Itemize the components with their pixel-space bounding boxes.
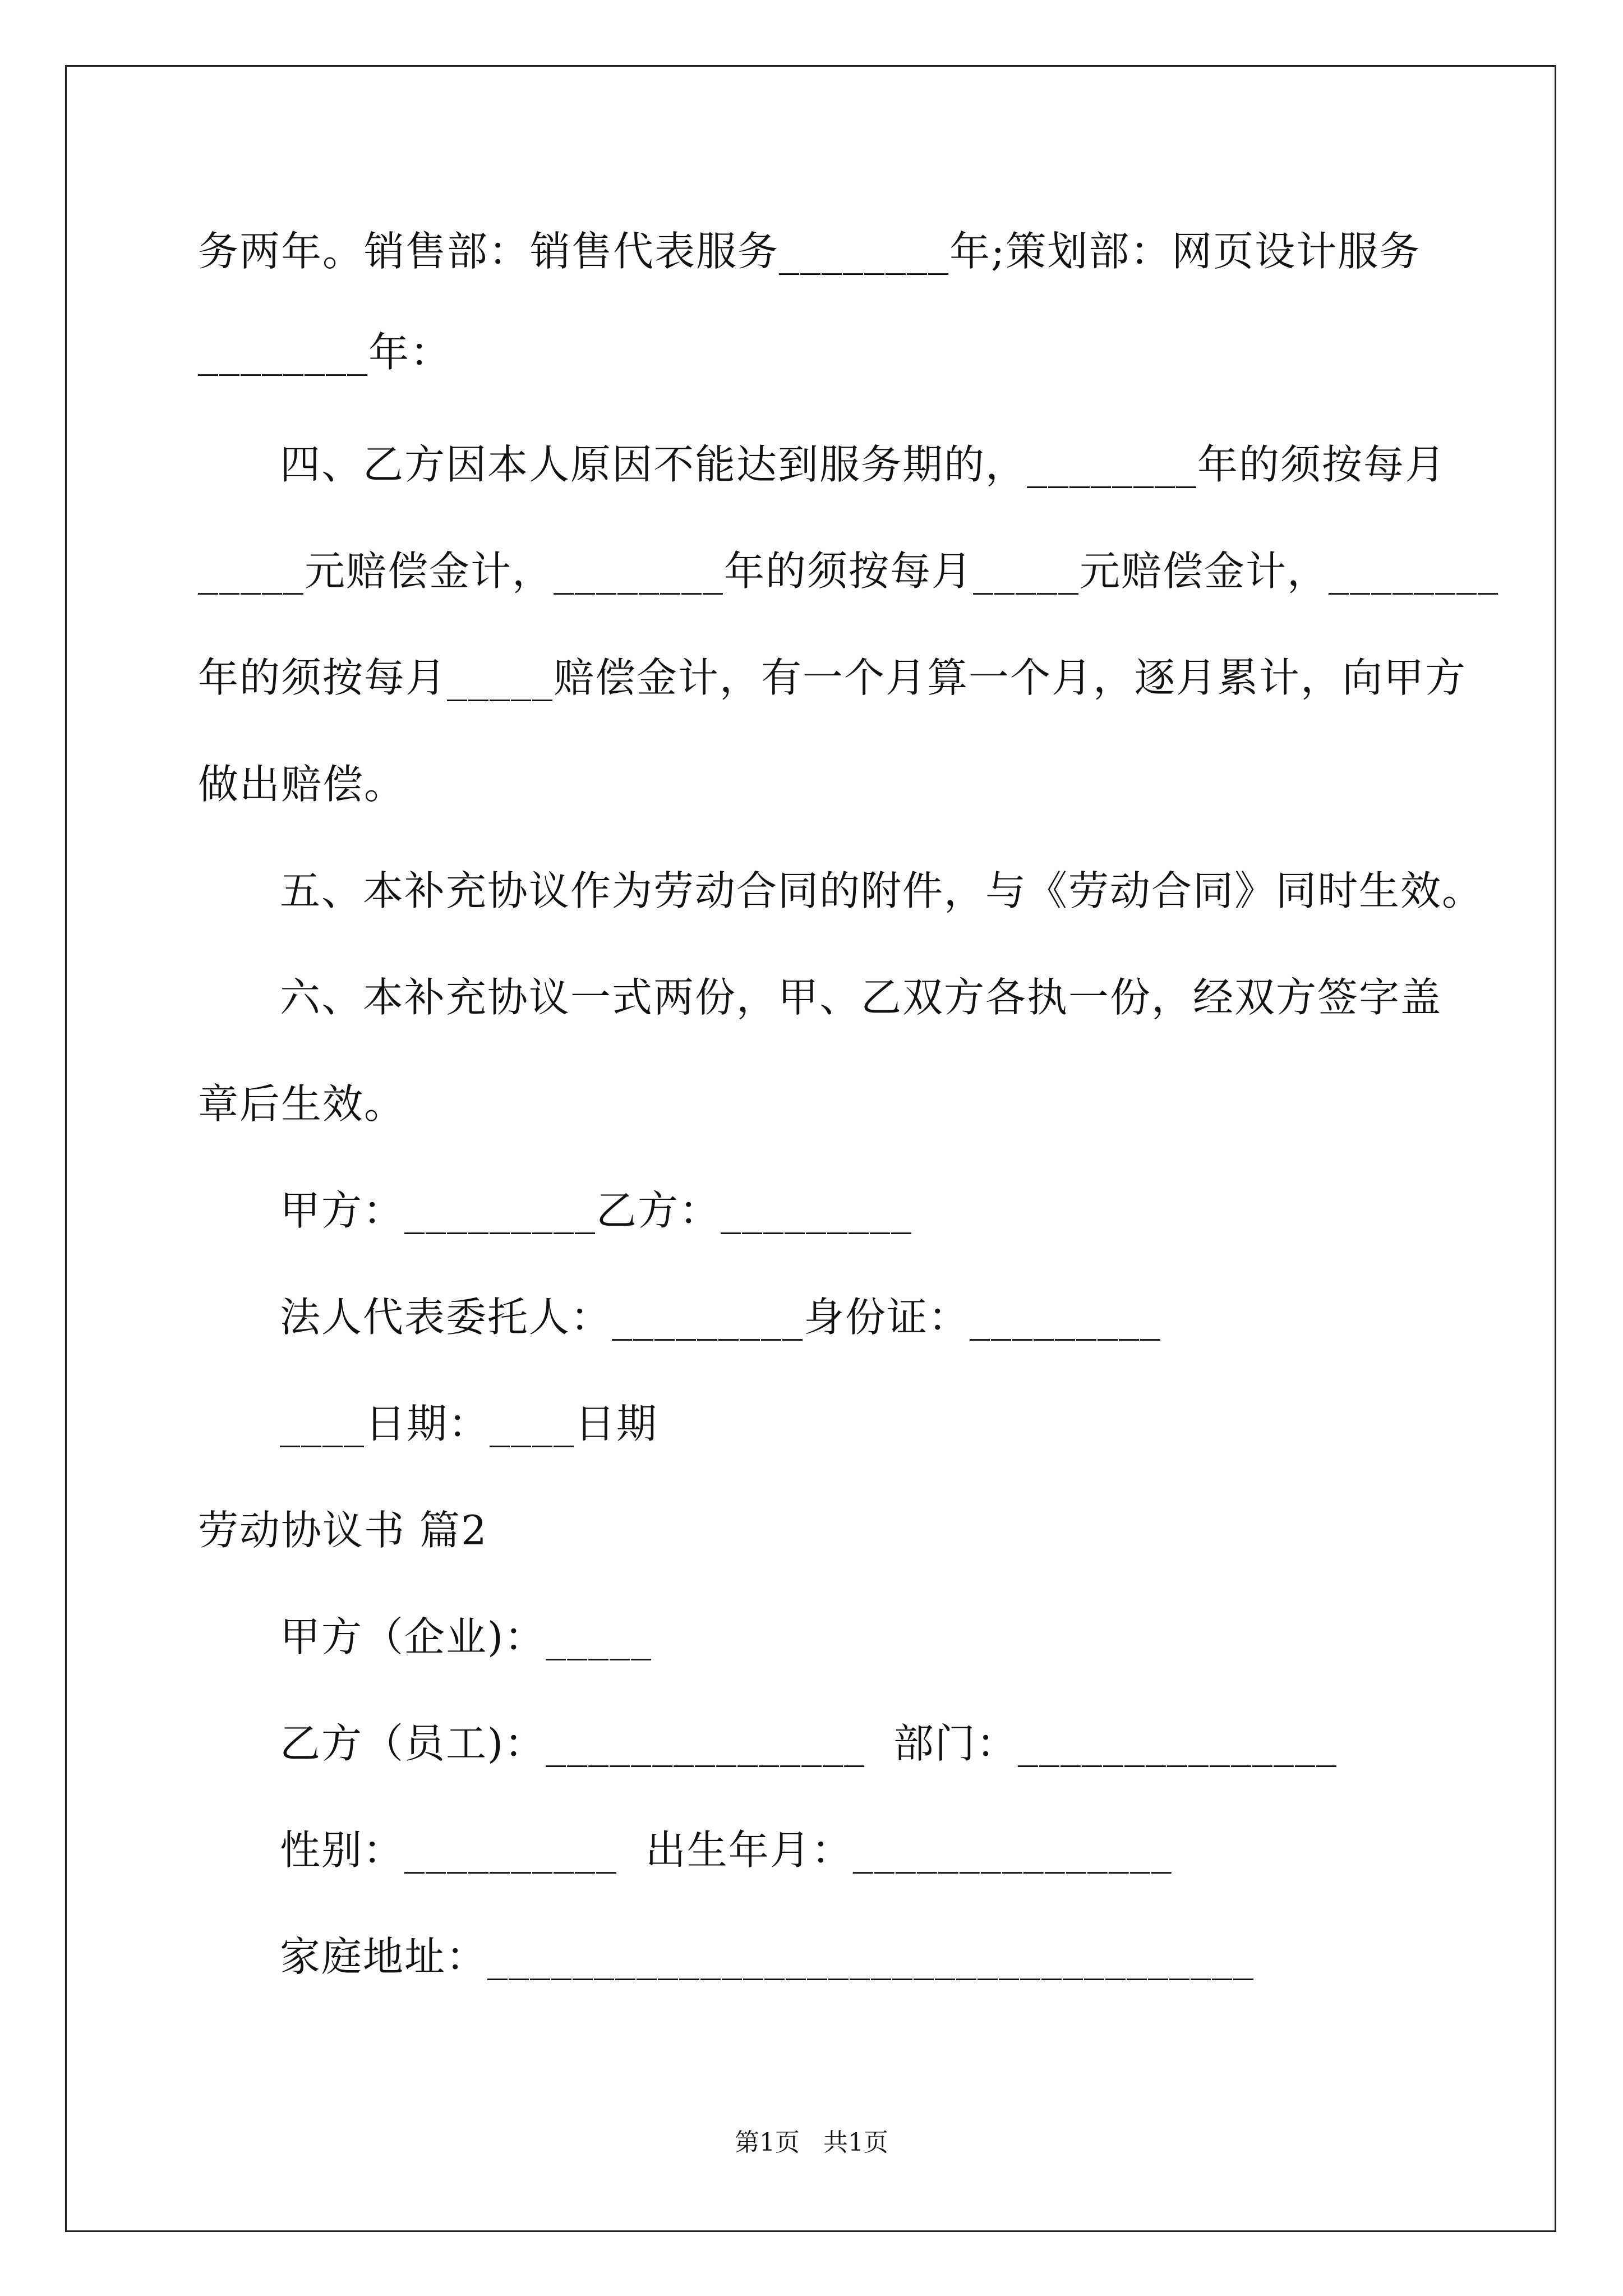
section-heading: 劳动协议书 篇2: [198, 1507, 488, 1554]
form-line-employer: 甲方（企业)：_____: [280, 1613, 653, 1660]
form-line-address: 家庭地址：____________________________________: [280, 1933, 1255, 1980]
signature-line-dates: ____日期：____日期: [280, 1400, 658, 1447]
text-line: ________年：: [198, 329, 452, 376]
text-line: 六、本补充协议一式两份，甲、乙双方各执一份，经双方签字盖: [280, 974, 1442, 1021]
text-line: 年的须按每月_____赔偿金计，有一个月算一个月，逐月累计，向甲方: [198, 654, 1467, 701]
text-line: 五、本补充协议作为劳动合同的附件，与《劳动合同》同时生效。: [280, 867, 1484, 914]
page-border: [65, 65, 1556, 2232]
text-line: 做出赔偿。: [198, 761, 406, 808]
signature-line-representative: 法人代表委托人：_________身份证：_________: [280, 1294, 1162, 1341]
form-line-employee: 乙方（员工)：_______________ 部门：_______________: [280, 1720, 1338, 1767]
form-line-gender-birth: 性别：__________ 出生年月：_______________: [280, 1826, 1173, 1874]
text-line: 务两年。销售部：销售代表服务________年;策划部：网页设计服务: [198, 228, 1421, 275]
page-footer: 第1页 共1页: [735, 2128, 888, 2157]
text-line: 四、乙方因本人原因不能达到服务期的，________年的须按每月: [280, 441, 1447, 488]
text-line: _____元赔偿金计，________年的须按每月_____元赔偿金计，________: [198, 547, 1500, 595]
signature-line-parties: 甲方：_________乙方：_________: [280, 1187, 913, 1234]
text-line: 章后生效。: [198, 1080, 406, 1128]
